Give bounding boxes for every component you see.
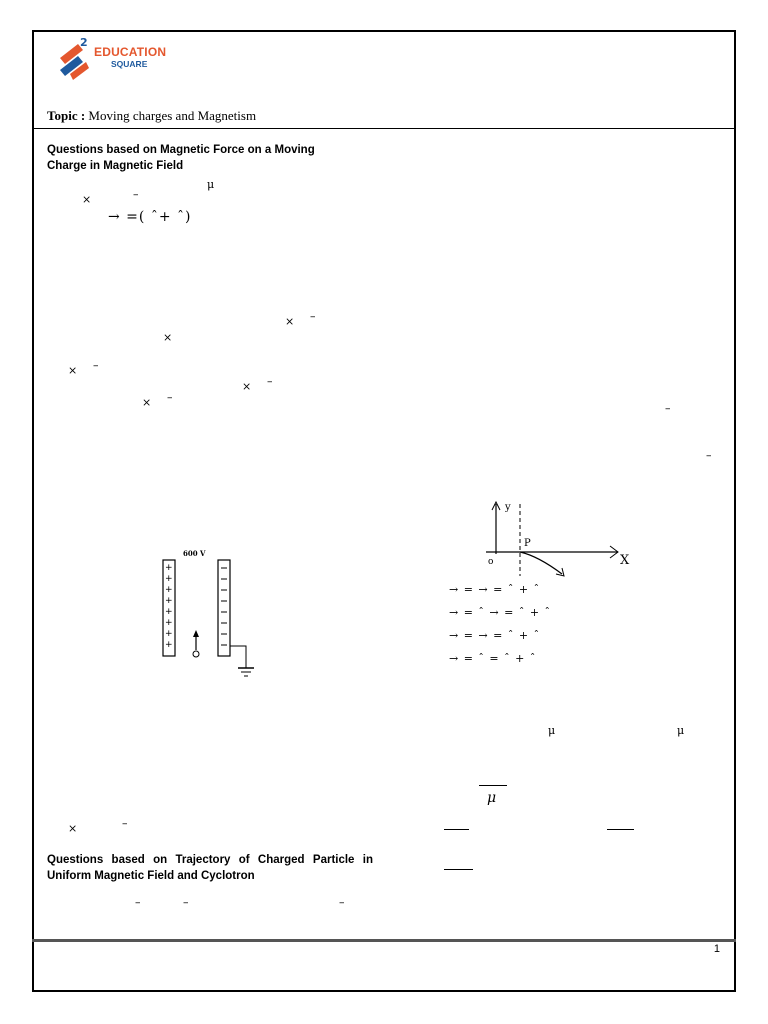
section-heading-magnetic-force: Questions based on Magnetic Force on a Moving Charge in Magnetic Field [47,144,315,172]
equation-line: → = ˆ → = ˆ + ˆ [449,606,552,619]
times-symbol: × [68,822,78,835]
minus-symbol: – [133,188,139,201]
topic-label: Topic : [47,108,86,123]
svg-text:+: + [165,640,173,650]
footer-divider [32,939,736,942]
minus-symbol: – [122,817,128,830]
times-symbol: × [242,380,252,393]
graph-y-label: y [505,502,511,513]
times-symbol: × [68,364,78,377]
equation-line: → = → = ˆ + ˆ [449,583,541,596]
negative-charges [221,568,227,645]
svg-text:+: + [165,563,173,573]
svg-text:+: + [165,629,173,639]
minus-symbol: – [267,375,273,388]
times-symbol: × [285,315,295,328]
header-divider [32,128,736,129]
graph-point-label: P [524,538,531,549]
mu-symbol: μ [487,790,497,806]
velocity-equation: → =( ˆ+ ˆ) [108,209,192,225]
minus-symbol: – [665,402,671,415]
minus-symbol: – [310,310,316,323]
graph-x-label: X [620,553,630,568]
fraction-bar [444,869,473,870]
mu-symbol: μ [677,724,685,737]
capacitor-plates-figure [150,546,265,681]
fraction-bar [479,785,507,786]
mu-symbol: μ [207,178,215,191]
svg-text:+: + [165,607,173,617]
svg-text:+: + [165,574,173,584]
equation-line: → = → = ˆ + ˆ [449,629,541,642]
times-symbol: × [163,331,173,344]
times-symbol: × [82,193,92,206]
fraction-bar [444,829,469,830]
svg-text:+: + [165,618,173,628]
minus-symbol: – [339,896,345,909]
topic-line [47,108,256,124]
page-number: 1 [713,943,720,955]
graph-origin-label: o [488,557,494,567]
minus-symbol: – [183,896,189,909]
svg-text:+: + [165,585,173,595]
mu-symbol: μ [548,724,556,737]
minus-symbol: – [135,896,141,909]
positive-charges [165,563,173,650]
svg-text:+: + [165,596,173,606]
trajectory-graph-figure [478,496,634,582]
topic-value: Moving charges and Magnetism [88,108,257,123]
brand-sub: SQUARE [111,59,148,69]
capacitor-voltage-label: 600 V [183,549,206,558]
brand-main: EDUCATION [94,45,167,59]
equation-line: → = ˆ = ˆ + ˆ [449,652,537,665]
section-heading-trajectory: Questions based on Trajectory of Charged Particle in Uniform Magnetic Field and Cyclotron [47,854,373,882]
minus-symbol: – [167,391,173,404]
minus-symbol: – [706,449,712,462]
times-symbol: × [142,396,152,409]
minus-symbol: – [93,359,99,372]
brand-superscript: 2 [80,36,88,49]
fraction-bar [607,829,634,830]
